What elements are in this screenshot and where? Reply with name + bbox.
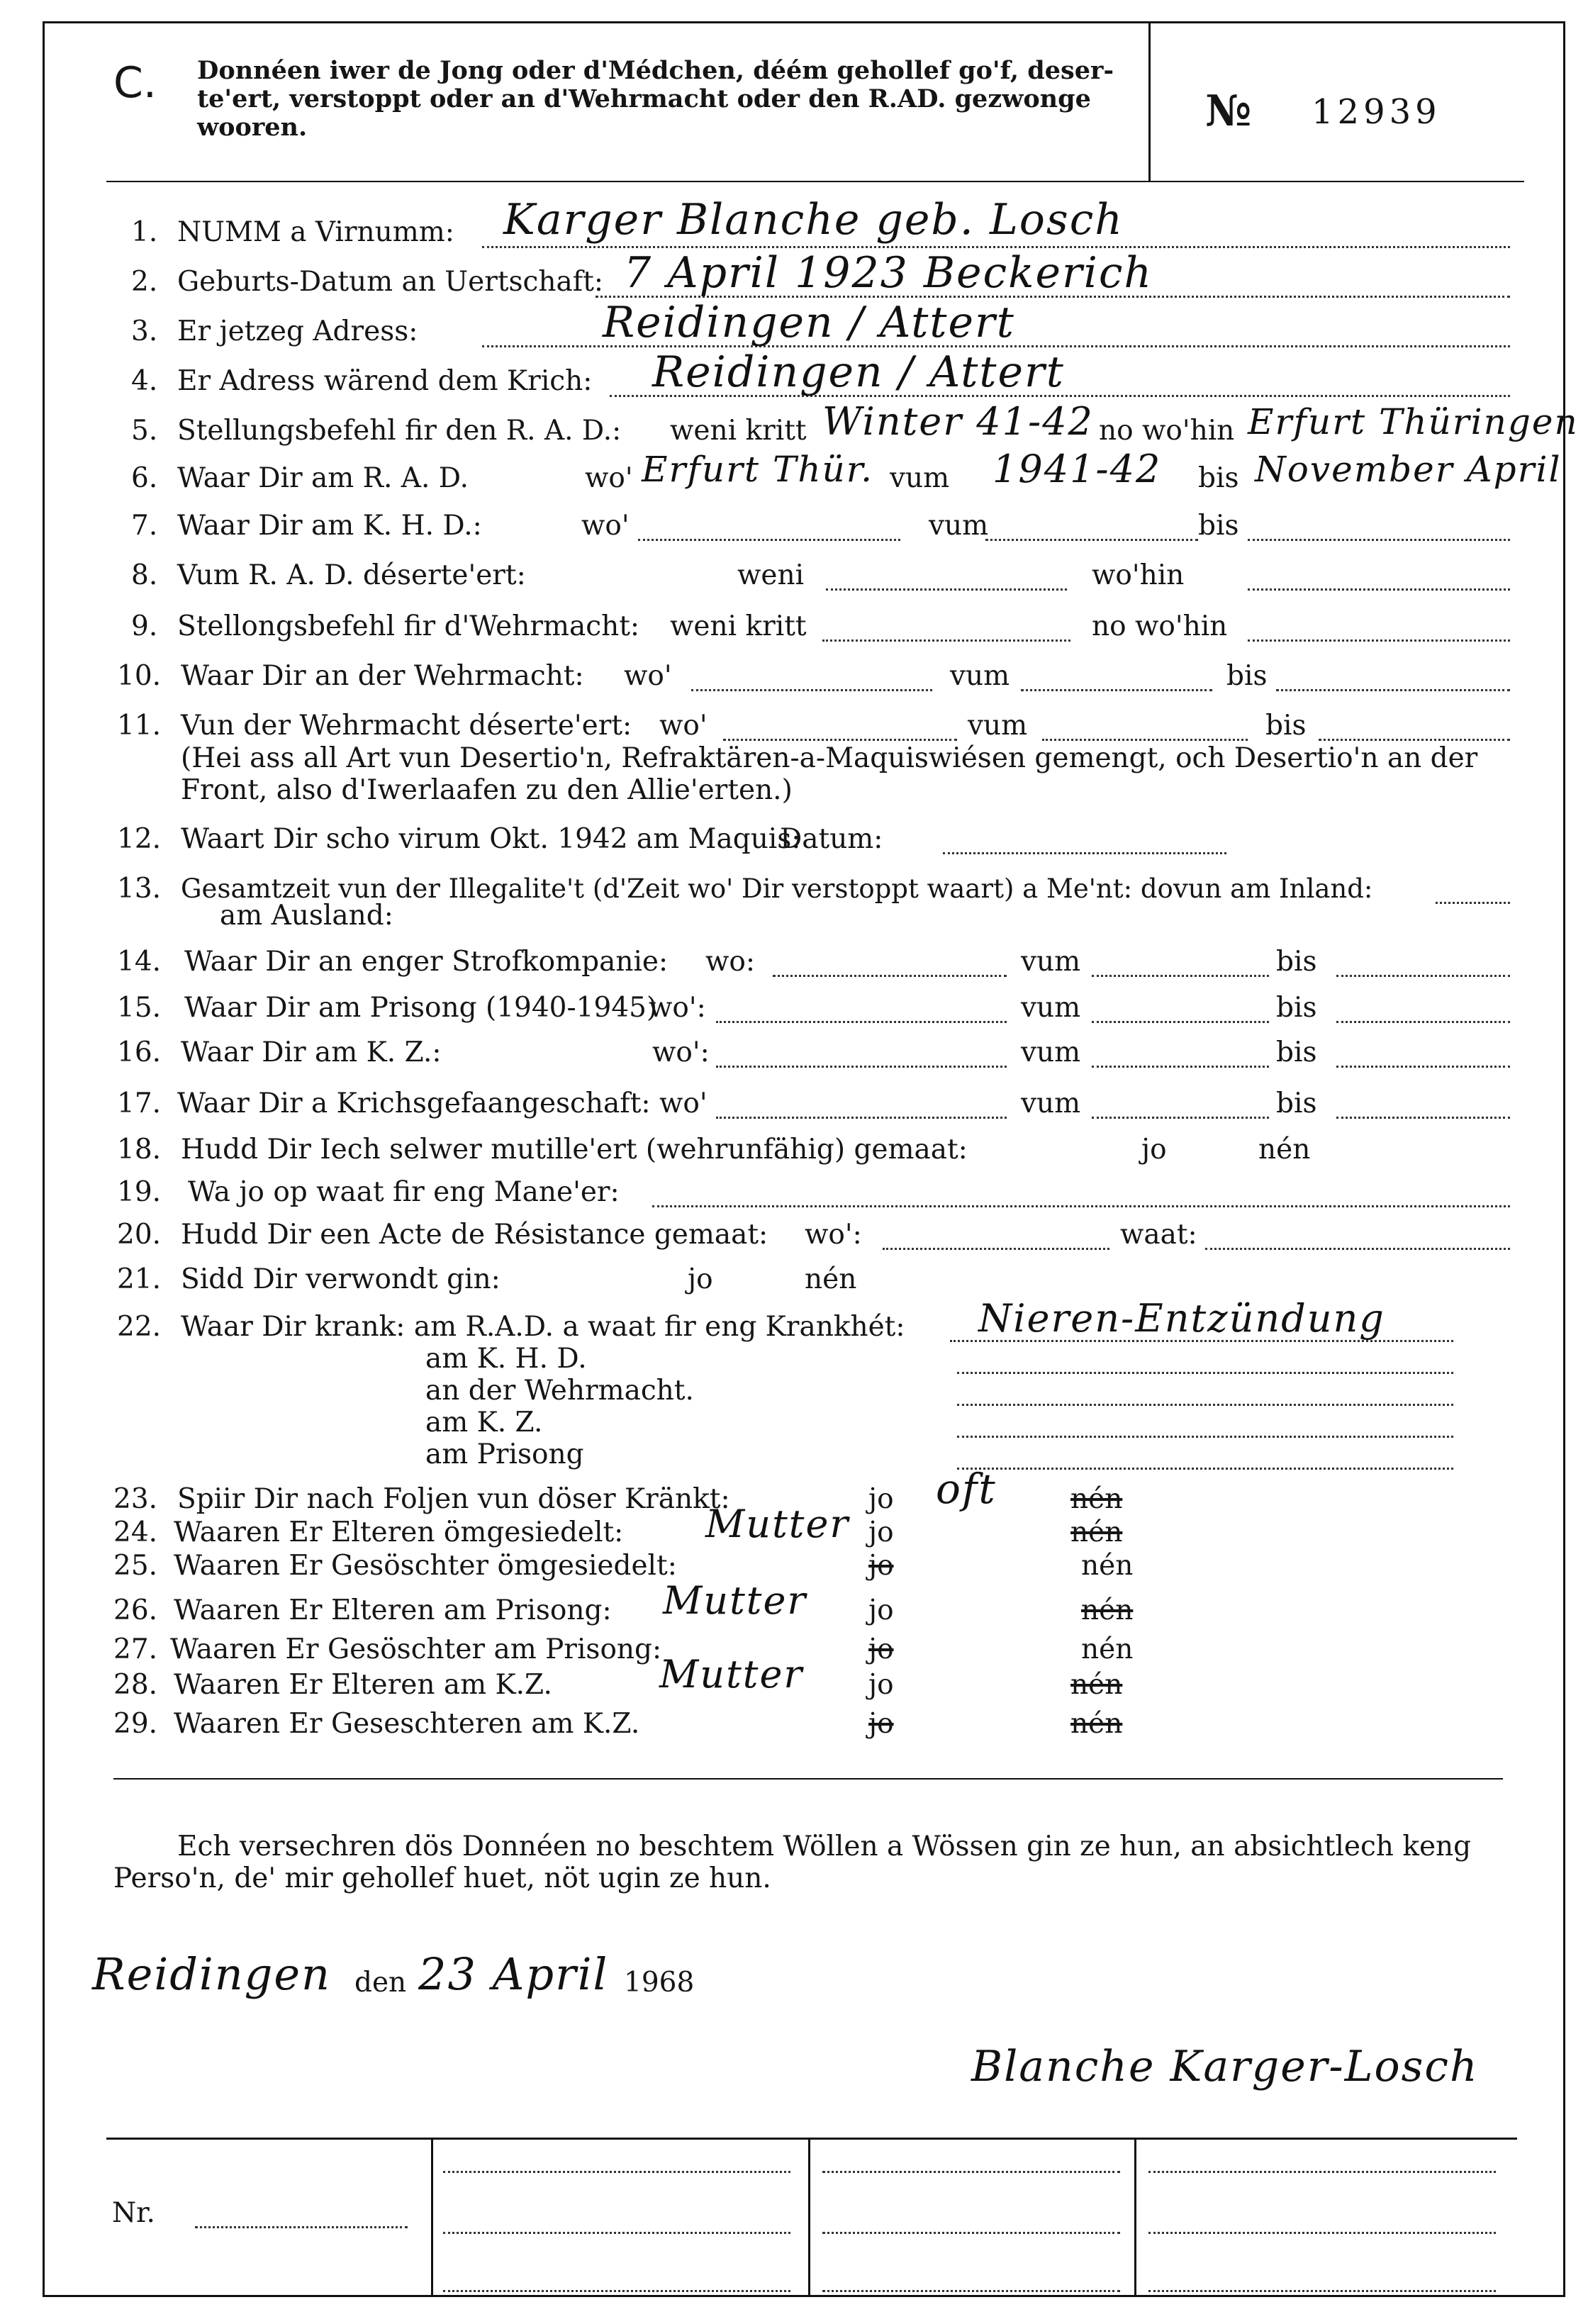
rad-desert-label: Vum R. A. D. déserte'ert: — [177, 559, 526, 591]
number-sign: № — [1205, 86, 1252, 136]
maquis-date-line — [943, 852, 1226, 854]
what-label: waat: — [1120, 1219, 1197, 1251]
desertion-note: Front, also d'Iwerlaafen zu den Allie'erten.) — [181, 774, 793, 806]
resistance-what-line — [1205, 1248, 1510, 1250]
item-number: 6. — [131, 462, 158, 494]
penal-to-line — [1336, 975, 1510, 977]
when-label: weni kritt — [670, 415, 807, 447]
from-label: vum — [950, 660, 1010, 692]
item-number: 29. — [113, 1708, 158, 1740]
header-title: Donnéen iwer de Jong oder d'Médchen, déém gehollef go'f, deser-te'ert, verstoppt oder an d'Wehrmacht oder den R.AD. gezwonge wooren. — [197, 56, 1114, 142]
khd-where-line — [638, 539, 900, 541]
item-number: 17. — [117, 1088, 162, 1119]
from-label: vum — [1021, 1037, 1081, 1068]
rad-order-label: Stellungsbefehl fir den R. A. D.: — [177, 415, 622, 447]
rad-service-from: 1941-42 — [992, 447, 1162, 491]
footer-rule — [106, 2138, 1517, 2140]
item-number: 7. — [131, 510, 158, 542]
item-number: 25. — [113, 1550, 158, 1582]
prison-label: Waar Dir am Prisong (1940-1945) — [184, 992, 658, 1024]
footer-line — [822, 2290, 1120, 2292]
signature-date: 23 April — [418, 1948, 609, 2000]
from-label: vum — [890, 462, 950, 494]
item-number: 2. — [131, 266, 158, 298]
footer-line — [1148, 2171, 1496, 2173]
footer-line — [822, 2171, 1120, 2173]
header-divider — [1148, 21, 1151, 181]
abroad-label: am Ausland: — [220, 900, 393, 932]
to-label: bis — [1226, 660, 1268, 692]
parents-prison-label: Waaren Er Elteren am Prisong: — [174, 1594, 612, 1626]
no-option: nén — [1070, 1669, 1123, 1701]
illness-prison-label: am Prisong — [425, 1438, 584, 1470]
item-number: 19. — [117, 1176, 162, 1208]
item-number: 21. — [117, 1263, 162, 1295]
illness-prison-line — [957, 1468, 1453, 1470]
item-number: 3. — [131, 315, 158, 347]
self-mutilation-label: Hudd Dir Iech selwer mutille'ert (wehrunfähig) gemaat: — [181, 1134, 968, 1166]
item-number: 14. — [117, 946, 162, 978]
yes-option: jo — [868, 1516, 894, 1548]
wehrmacht-order-when-line — [822, 639, 1070, 642]
illegality-label: Gesamtzeit vun der Illegalite't (d'Zeit wo' Dir verstoppt waart) a Me'nt: dovun am Inland: — [181, 873, 1373, 904]
rad-order-where: Erfurt Thüringen — [1248, 401, 1579, 442]
item-number: 26. — [113, 1594, 158, 1626]
item-number: 23. — [113, 1483, 158, 1515]
where-label: wo' — [659, 1088, 708, 1119]
rad-desert-where-line — [1248, 588, 1510, 591]
yes-option: jo — [868, 1633, 894, 1665]
pow-where-line — [716, 1117, 1007, 1119]
parents-resettled-label: Waaren Er Elteren ömgesiedelt: — [174, 1516, 624, 1548]
section-letter: C. — [113, 58, 157, 108]
item-number: 15. — [117, 992, 162, 1024]
item-number: 22. — [117, 1311, 162, 1343]
item-number: 13. — [117, 873, 162, 905]
signature-place: Reidingen — [92, 1948, 331, 2000]
war-address-label: Er Adress wärend dem Krich: — [177, 365, 593, 397]
war-address-value: Reidingen / Attert — [652, 347, 1065, 397]
item-number: 27. — [113, 1633, 158, 1665]
where-label: wo' — [585, 462, 633, 494]
item-number: 4. — [131, 365, 158, 397]
prison-where-line — [716, 1021, 1007, 1023]
item-number: 12. — [117, 823, 162, 855]
rad-service-label: Waar Dir am R. A. D. — [177, 462, 469, 494]
prison-from-line — [1092, 1021, 1269, 1023]
yes-option: jo — [868, 1594, 894, 1626]
where-label: wo': — [649, 992, 706, 1024]
wehrmacht-service-label: Waar Dir an der Wehrmacht: — [181, 660, 584, 692]
to-label: bis — [1276, 992, 1317, 1024]
wehrmacht-order-label: Stellongsbefehl fir d'Wehrmacht: — [177, 610, 640, 642]
where-label: wo' — [659, 710, 708, 742]
footer-divider — [1134, 2138, 1136, 2297]
rad-desert-when-line — [826, 588, 1067, 591]
when-label: weni — [737, 559, 805, 591]
rad-service-to: November April — [1255, 449, 1562, 490]
from-label: vum — [1021, 946, 1081, 978]
wehrmacht-to-line — [1276, 689, 1510, 691]
illness-wehrmacht-label: an der Wehrmacht. — [425, 1375, 694, 1407]
signature-name: Blanche Karger-Losch — [971, 2042, 1479, 2091]
illness-wehrmacht-line — [957, 1404, 1453, 1406]
item-number: 20. — [117, 1219, 162, 1251]
yes-option: jo — [868, 1669, 894, 1701]
wehrmacht-desert-where-line — [723, 739, 957, 741]
wehrmacht-where-line — [691, 689, 932, 691]
prison-to-line — [1336, 1021, 1510, 1023]
siblings-resettled-label: Waaren Er Gesöschter ömgesiedelt: — [174, 1550, 677, 1582]
parents-prison-value: Mutter — [663, 1578, 807, 1623]
from-label: vum — [1021, 1088, 1081, 1119]
item-number: 24. — [113, 1516, 158, 1548]
signature-year: 1968 — [624, 1967, 695, 1999]
to-label: bis — [1265, 710, 1307, 742]
siblings-prison-label: Waaren Er Gesöschter am Prisong: — [170, 1633, 662, 1665]
pow-to-line — [1336, 1117, 1510, 1119]
name-value: Karger Blanche geb. Losch — [503, 195, 1124, 245]
section-rule — [113, 1778, 1503, 1780]
yes-option: jo — [688, 1263, 713, 1295]
kz-from-line — [1092, 1066, 1269, 1068]
resistance-where-line — [883, 1248, 1109, 1250]
no-option: nén — [1081, 1550, 1134, 1582]
illness-value: Nieren-Entzündung — [978, 1296, 1385, 1341]
wehrmacht-desert-from-line — [1042, 739, 1248, 741]
penal-company-label: Waar Dir an enger Strofkompanie: — [184, 946, 669, 978]
khd-label: Waar Dir am K. H. D.: — [177, 510, 482, 542]
wehrmacht-desert-label: Vun der Wehrmacht déserte'ert: — [181, 710, 632, 742]
footer-divider — [431, 2138, 433, 2297]
parents-kz-label: Waaren Er Elteren am K.Z. — [174, 1669, 552, 1701]
where-label: no wo'hin — [1099, 415, 1235, 447]
no-option: nén — [1070, 1708, 1123, 1740]
kz-label: Waar Dir am K. Z.: — [181, 1037, 442, 1068]
inland-line — [1436, 902, 1510, 904]
rad-order-when: Winter 41-42 — [822, 399, 1094, 444]
illness-kz-line — [957, 1436, 1453, 1438]
yes-option: jo — [868, 1550, 894, 1582]
to-label: bis — [1276, 1088, 1317, 1119]
address-value: Reidingen / Attert — [603, 298, 1015, 347]
pow-label: Waar Dir a Krichsgefaangeschaft: — [177, 1088, 651, 1119]
aftereffects-label: Spiir Dir nach Foljen vun döser Kränkt: — [177, 1483, 730, 1515]
pow-from-line — [1092, 1117, 1269, 1119]
parents-kz-value: Mutter — [659, 1652, 804, 1697]
item-number: 18. — [117, 1134, 162, 1166]
where-label: wo': — [805, 1219, 862, 1251]
wehrmacht-order-where-line — [1248, 639, 1510, 642]
footer-divider — [808, 2138, 810, 2297]
where-label: wo' — [581, 510, 630, 542]
item-number: 11. — [117, 710, 162, 742]
footer-line — [443, 2290, 790, 2292]
form-number: 12939 — [1312, 92, 1441, 132]
item-number: 28. — [113, 1669, 158, 1701]
footer-line — [1148, 2290, 1496, 2292]
item-number: 10. — [117, 660, 162, 692]
illness-khd-label: am K. H. D. — [425, 1343, 587, 1375]
to-label: bis — [1276, 1037, 1317, 1068]
footer-line — [443, 2171, 790, 2173]
item-number: 16. — [117, 1037, 162, 1068]
resistance-label: Hudd Dir een Acte de Résistance gemaat: — [181, 1219, 768, 1251]
from-label: vum — [1021, 992, 1081, 1024]
manner-label: Wa jo op waat fir eng Mane'er: — [188, 1176, 620, 1208]
yes-option: jo — [868, 1708, 894, 1740]
where-label: wo'hin — [1092, 559, 1185, 591]
footer-line — [443, 2232, 790, 2234]
to-label: bis — [1198, 462, 1239, 494]
no-option: nén — [1081, 1594, 1134, 1626]
no-option: nén — [1070, 1516, 1123, 1548]
penal-where-line — [773, 975, 1007, 977]
wehrmacht-desert-to-line — [1319, 739, 1510, 741]
birth-value: 7 April 1923 Beckerich — [624, 248, 1153, 298]
khd-from-line — [985, 539, 1198, 541]
yes-option: jo — [1141, 1134, 1167, 1166]
no-option: nén — [805, 1263, 857, 1295]
illness-kz-label: am K. Z. — [425, 1407, 543, 1438]
date-label: Datum: — [780, 823, 883, 855]
no-option: nén — [1081, 1633, 1134, 1665]
manner-line — [652, 1205, 1510, 1207]
from-label: vum — [929, 510, 989, 542]
illness-khd-line — [957, 1372, 1453, 1374]
wounded-label: Sidd Dir verwondt gin: — [181, 1263, 501, 1295]
nr-label: Nr. — [112, 2197, 155, 2229]
aftereffects-value: oft — [936, 1465, 997, 1513]
name-label: NUMM a Virnumm: — [177, 216, 454, 248]
item-number: 1. — [131, 216, 158, 248]
address-label: Er jetzeg Adress: — [177, 315, 418, 347]
khd-to-line — [1248, 539, 1510, 541]
where-label: wo' — [624, 660, 672, 692]
declaration-text: Ech versechren dös Donnéen no beschtem Wöllen a Wössen gin ze hun, an absichtlech keng — [177, 1831, 1472, 1862]
to-label: bis — [1198, 510, 1239, 542]
parents-resettled-value: Mutter — [705, 1502, 850, 1546]
from-label: vum — [968, 710, 1028, 742]
no-option: nén — [1070, 1483, 1123, 1515]
no-option: nén — [1258, 1134, 1311, 1166]
where-label: wo': — [652, 1037, 710, 1068]
desertion-note: (Hei ass all Art vun Desertio'n, Refraktären-a-Maquiswiésen gemengt, och Desertio'n an der — [181, 742, 1478, 774]
yes-option: jo — [868, 1483, 894, 1515]
header-rule — [106, 181, 1524, 182]
item-number: 5. — [131, 415, 158, 447]
siblings-kz-label: Waaren Er Geseschteren am K.Z. — [174, 1708, 640, 1740]
where-label: no wo'hin — [1092, 610, 1228, 642]
footer-line — [1148, 2232, 1496, 2234]
den-label: den — [354, 1967, 407, 1999]
when-label: weni kritt — [670, 610, 807, 642]
birth-label: Geburts-Datum an Uertschaft: — [177, 266, 604, 298]
penal-from-line — [1092, 975, 1269, 977]
declaration-text: Perso'n, de' mir gehollef huet, nöt ugin ze hun. — [113, 1862, 771, 1894]
item-number: 9. — [131, 610, 158, 642]
maquis-label: Waart Dir scho virum Okt. 1942 am Maquis: — [181, 823, 801, 855]
kz-to-line — [1336, 1066, 1510, 1068]
footer-line — [822, 2232, 1120, 2234]
illness-label: Waar Dir krank: am R.A.D. a waat fir eng Krankhét: — [181, 1311, 905, 1343]
item-number: 8. — [131, 559, 158, 591]
nr-line — [195, 2226, 408, 2228]
kz-where-line — [716, 1066, 1007, 1068]
to-label: bis — [1276, 946, 1317, 978]
rad-service-where: Erfurt Thür. — [642, 449, 874, 490]
wehrmacht-from-line — [1021, 689, 1212, 691]
where-label: wo: — [705, 946, 756, 978]
